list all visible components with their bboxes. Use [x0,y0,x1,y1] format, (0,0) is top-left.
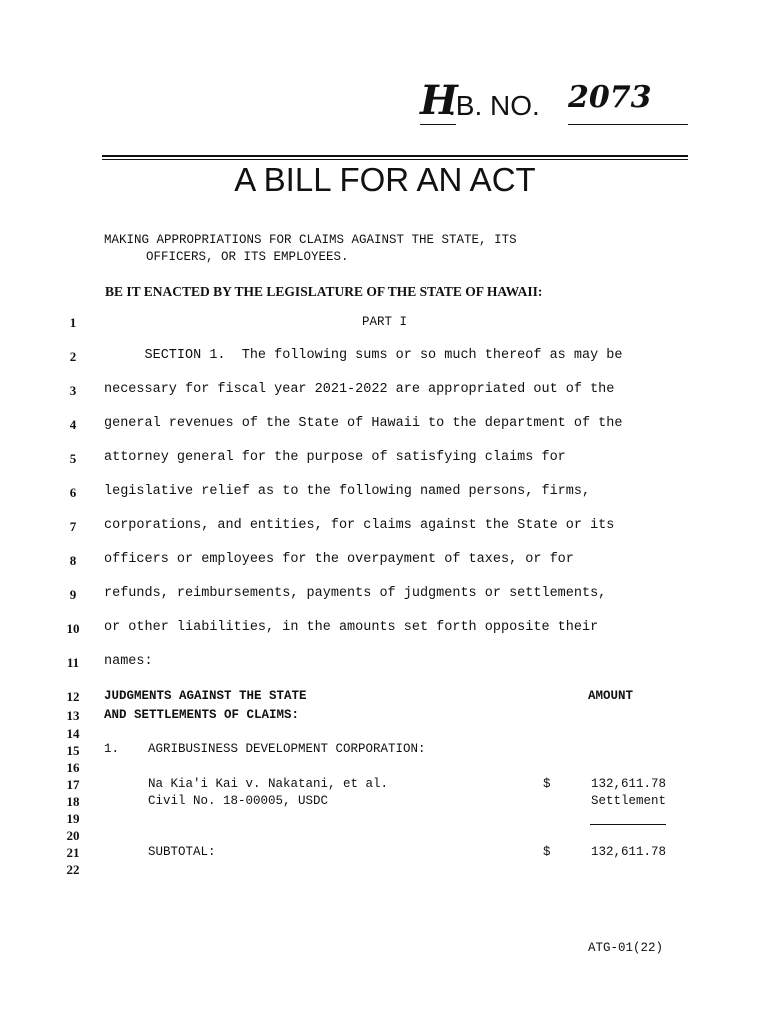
section-text-line: refunds, reimbursements, payments of judgments or settlements, [104,586,607,601]
prefix-underline [420,124,456,125]
line-number: 16 [66,760,80,775]
section-text-line: necessary for fiscal year 2021-2022 are appropriated out of the [104,382,615,397]
line-number: 10 [66,621,80,636]
line-number: 8 [69,553,77,568]
line-number: 1 [69,315,77,330]
line-number: 20 [66,828,80,843]
section-text-line: or other liabilities, in the amounts set forth opposite their [104,620,599,635]
subtotal-label: SUBTOTAL: [148,845,216,859]
case-number: Civil No. 18-00005, USDC [148,794,329,808]
case-name: Na Kia'i Kai v. Nakatani, et al. [148,777,389,791]
item-number: 1. [104,742,120,756]
bill-number-handwritten: 2073 [568,80,652,115]
line-number: 11 [66,655,80,670]
amount-column-header: AMOUNT [588,689,634,703]
line-number: 5 [69,451,77,466]
line-number: 6 [69,485,77,500]
line-number: 21 [66,845,80,860]
bill-prefix-handwritten: H [420,77,458,124]
line-number: 2 [69,349,77,364]
case-type: Settlement [590,794,666,808]
table-heading-line-1: JUDGMENTS AGAINST THE STATE [104,689,307,703]
subtotal-amount: 132,611.78 [590,845,666,859]
line-number: 12 [66,689,80,704]
section-text-line: SECTION 1. The following sums or so much thereof as may be [104,348,623,363]
section-text-line: names: [104,654,153,669]
line-number: 18 [66,794,80,809]
caption-line-1: MAKING APPROPRIATIONS FOR CLAIMS AGAINST THE STATE, ITS [104,233,517,247]
subtotal-currency-symbol: $ [543,845,551,859]
line-number: 19 [66,811,80,826]
item-agency: AGRIBUSINESS DEVELOPMENT CORPORATION: [148,742,426,756]
section-text-line: corporations, and entities, for claims against the State or its [104,518,615,533]
line-number: 9 [69,587,77,602]
line-number: 13 [66,708,80,723]
line-number: 15 [66,743,80,758]
bill-number-header [420,76,690,136]
document-title: A BILL FOR AN ACT [234,161,536,198]
section-text-line: general revenues of the State of Hawaii to the department of the [104,416,623,431]
enacting-clause: BE IT ENACTED BY THE LEGISLATURE OF THE STATE OF HAWAII: [105,284,543,299]
line-number: 17 [66,777,80,792]
section-text-line: legislative relief as to the following named persons, firms, [104,484,591,499]
line-number: 3 [69,383,77,398]
line-number: 22 [66,862,80,877]
line-number: 7 [69,519,77,534]
case-amount: 132,611.78 [590,777,666,791]
line-number: 14 [66,726,80,741]
section-text-line: officers or employees for the overpayment of taxes, or for [104,552,574,567]
caption-line-2: OFFICERS, OR ITS EMPLOYEES. [146,250,349,264]
part-heading: PART I [362,315,408,329]
bill-label: .B. NO. [448,90,540,121]
table-heading-line-2: AND SETTLEMENTS OF CLAIMS: [104,708,300,722]
subtotal-rule [590,824,666,825]
footer-document-code: ATG-01(22) [588,941,664,955]
case-currency-symbol: $ [543,777,551,791]
title-rule-top [102,155,688,157]
section-text-line: attorney general for the purpose of satisfying claims for [104,450,566,465]
number-underline [568,124,688,125]
line-number: 4 [69,417,77,432]
